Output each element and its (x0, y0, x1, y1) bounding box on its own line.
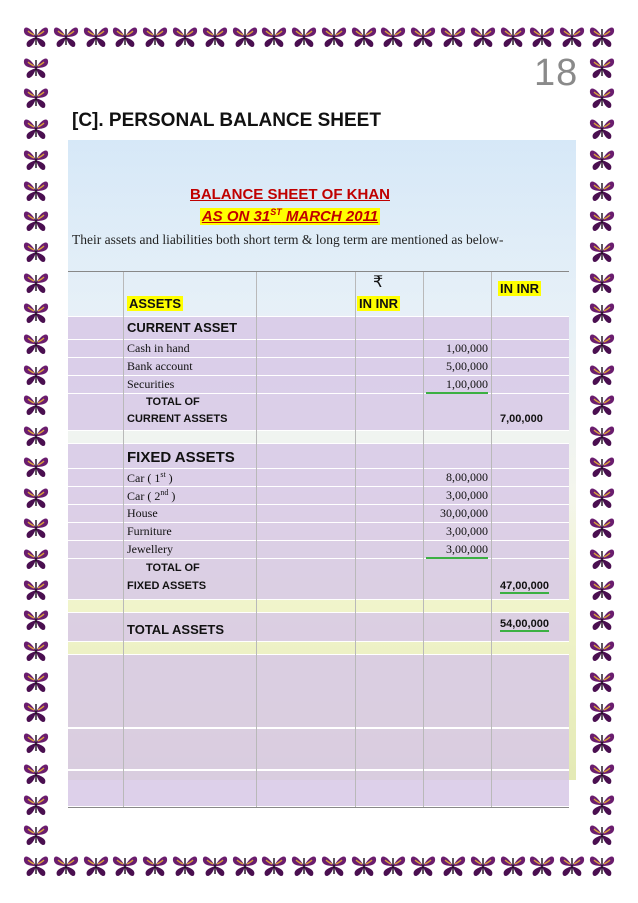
intro-text: Their assets and liabilities both short term & long term are mentioned as below- (72, 232, 504, 247)
asset-value: 3,00,000 (426, 542, 488, 559)
table-spacer-row (68, 431, 569, 444)
butterfly-icon (588, 515, 616, 541)
butterfly-icon (141, 853, 169, 879)
asset-label: House (127, 506, 158, 520)
total-assets-value: 54,00,000 (500, 618, 549, 630)
butterfly-icon (588, 270, 616, 296)
butterfly-icon (22, 485, 50, 511)
asset-value: 1,00,000 (426, 377, 488, 394)
butterfly-icon (231, 853, 259, 879)
butterfly-icon (588, 638, 616, 664)
butterfly-icon (320, 24, 348, 50)
butterfly-icon (469, 853, 497, 879)
butterfly-icon (588, 331, 616, 357)
butterfly-icon (588, 392, 616, 418)
table-spacer-row (68, 600, 569, 613)
butterfly-icon (22, 331, 50, 357)
butterfly-icon (588, 792, 616, 818)
butterfly-icon (588, 24, 616, 50)
column-divider (256, 272, 257, 807)
butterfly-icon (22, 239, 50, 265)
butterfly-icon (22, 515, 50, 541)
butterfly-icon (558, 24, 586, 50)
butterfly-icon (588, 300, 616, 326)
assets-label: ASSETS (129, 296, 182, 311)
butterfly-icon (171, 853, 199, 879)
butterfly-icon (141, 24, 169, 50)
butterfly-icon (22, 792, 50, 818)
balance-sheet-title: BALANCE SHEET OF KHAN (189, 186, 390, 203)
butterfly-icon (22, 761, 50, 787)
butterfly-icon (499, 24, 527, 50)
butterfly-icon (82, 853, 110, 879)
butterfly-icon (439, 24, 467, 50)
asset-value: 3,00,000 (446, 524, 488, 538)
butterfly-icon (290, 24, 318, 50)
butterfly-icon (588, 362, 616, 388)
total-label-line2: CURRENT ASSETS (127, 413, 228, 425)
total-label-line1: TOTAL OF (146, 562, 200, 574)
butterfly-icon (439, 853, 467, 879)
column-divider (355, 272, 356, 807)
butterfly-icon (379, 853, 407, 879)
butterfly-icon (588, 607, 616, 633)
butterfly-icon (350, 853, 378, 879)
butterfly-icon (52, 24, 80, 50)
asset-label: Furniture (127, 524, 172, 538)
butterfly-icon (350, 24, 378, 50)
butterfly-icon (588, 546, 616, 572)
butterfly-icon (588, 208, 616, 234)
butterfly-icon (22, 423, 50, 449)
butterfly-icon (231, 24, 259, 50)
butterfly-icon (588, 55, 616, 81)
butterfly-icon (588, 454, 616, 480)
butterfly-icon (588, 761, 616, 787)
butterfly-icon (82, 24, 110, 50)
asset-label: Car ( 2nd ) (127, 488, 176, 503)
butterfly-icon (22, 638, 50, 664)
butterfly-icon (588, 699, 616, 725)
butterfly-icon (22, 577, 50, 603)
butterfly-icon (588, 669, 616, 695)
rupee-icon: ₹ (373, 274, 384, 291)
butterfly-icon (499, 853, 527, 879)
butterfly-icon (171, 24, 199, 50)
butterfly-icon (22, 669, 50, 695)
asset-value: 8,00,000 (446, 470, 488, 484)
fixed-assets-heading: FIXED ASSETS (127, 449, 235, 466)
butterfly-icon (558, 853, 586, 879)
in-inr-mid-label: IN INR (359, 296, 398, 311)
total-label-line1: TOTAL OF (146, 396, 200, 408)
butterfly-icon (22, 730, 50, 756)
butterfly-icon (22, 362, 50, 388)
asset-label: Jewellery (127, 542, 173, 556)
section-title: [C]. PERSONAL BALANCE SHEET (72, 110, 381, 131)
in-inr-right-label: IN INR (500, 281, 539, 296)
balance-sheet-date: AS ON 31ST MARCH 2011 (201, 207, 379, 225)
butterfly-icon (260, 853, 288, 879)
butterfly-icon (22, 300, 50, 326)
butterfly-icon (22, 607, 50, 633)
butterfly-icon (201, 853, 229, 879)
butterfly-icon (22, 699, 50, 725)
butterfly-icon (469, 24, 497, 50)
asset-label: Cash in hand (127, 341, 190, 355)
butterfly-icon (22, 822, 50, 848)
butterfly-icon (22, 392, 50, 418)
column-divider (123, 272, 124, 807)
total-assets-label: TOTAL ASSETS (127, 622, 225, 637)
butterfly-icon (111, 853, 139, 879)
total-label-line2: FIXED ASSETS (127, 580, 207, 592)
balance-sheet-table (68, 271, 569, 808)
butterfly-icon (588, 577, 616, 603)
total-current-assets-value: 7,00,000 (500, 413, 543, 425)
asset-label: Bank account (127, 359, 193, 373)
current-asset-heading: CURRENT ASSET (127, 320, 238, 335)
table-divider (68, 769, 569, 771)
butterfly-icon (588, 85, 616, 111)
butterfly-icon (588, 178, 616, 204)
asset-value: 3,00,000 (446, 488, 488, 502)
butterfly-icon (22, 55, 50, 81)
butterfly-icon (588, 853, 616, 879)
table-empty-area (68, 655, 569, 807)
butterfly-icon (588, 730, 616, 756)
butterfly-icon (22, 546, 50, 572)
asset-value: 1,00,000 (446, 341, 488, 355)
butterfly-icon (320, 853, 348, 879)
butterfly-icon (22, 85, 50, 111)
butterfly-icon (588, 116, 616, 142)
total-fixed-assets-value: 47,00,000 (500, 580, 549, 592)
column-divider (423, 272, 424, 807)
asset-label: Car ( 1st ) (127, 470, 173, 485)
butterfly-icon (588, 822, 616, 848)
butterfly-icon (22, 454, 50, 480)
page-number: 18 (534, 52, 579, 94)
butterfly-icon (379, 24, 407, 50)
butterfly-icon (22, 853, 50, 879)
butterfly-icon (111, 24, 139, 50)
butterfly-icon (290, 853, 318, 879)
butterfly-icon (409, 24, 437, 50)
butterfly-icon (22, 24, 50, 50)
asset-value: 30,00,000 (440, 506, 488, 520)
butterfly-icon (201, 24, 229, 50)
butterfly-icon (52, 853, 80, 879)
table-divider (68, 727, 569, 729)
table-spacer-row (68, 642, 569, 655)
column-divider (491, 272, 492, 807)
butterfly-icon (528, 853, 556, 879)
butterfly-icon (588, 423, 616, 449)
butterfly-icon (260, 24, 288, 50)
butterfly-icon (22, 270, 50, 296)
butterfly-icon (409, 853, 437, 879)
asset-value: 5,00,000 (446, 359, 488, 373)
butterfly-icon (588, 485, 616, 511)
asset-label: Securities (127, 377, 175, 391)
butterfly-icon (588, 147, 616, 173)
butterfly-icon (588, 239, 616, 265)
butterfly-icon (22, 147, 50, 173)
butterfly-icon (22, 116, 50, 142)
butterfly-icon (528, 24, 556, 50)
